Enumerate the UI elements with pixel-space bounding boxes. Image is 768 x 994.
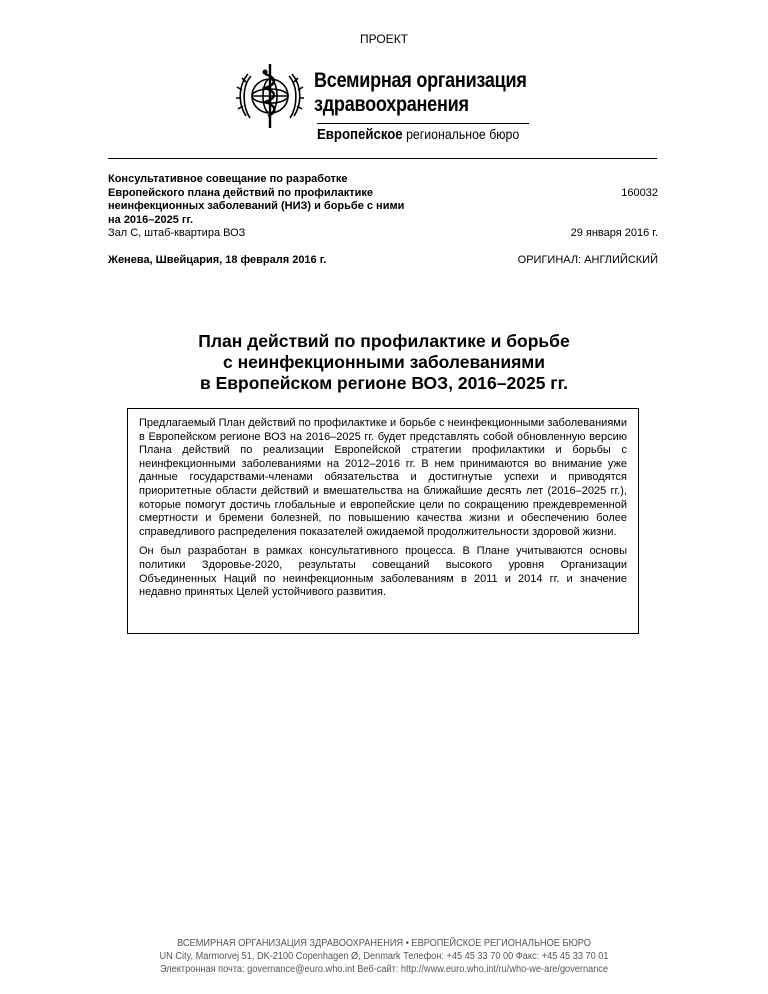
meeting-title-line4: на 2016–2025 гг. bbox=[108, 213, 194, 226]
header-divider bbox=[108, 158, 657, 159]
logo-divider bbox=[317, 123, 529, 124]
original-language: ОРИГИНАЛ: АНГЛИЙСКИЙ bbox=[517, 254, 658, 266]
who-logo bbox=[232, 60, 537, 146]
footer-line3: Электронная почта: governance@euro.who.int Веб-сайт: http://www.euro.who.int/ru/who-we-are/governance bbox=[159, 964, 609, 975]
organization-name-line2: здравоохранения bbox=[314, 93, 469, 116]
meeting-title-line3: неинфекционных заболеваний (НИЗ) и борьбе с ними bbox=[108, 200, 405, 213]
meeting-venue: Зал C, штаб-квартира ВОЗ bbox=[108, 227, 246, 240]
document-title-line1: План действий по профилактике и борьбе bbox=[198, 331, 570, 351]
document-date: 29 января 2016 г. bbox=[570, 227, 658, 239]
summary-paragraph-2: Он был разработан в рамках консультативного процесса. В Плане учитываются основы политики Здоровье-2020, результаты совещаний высокого уровня Организации Объединенных Наций по неинфекционным заболеваниям в 2011 и 2014 гг. и значение недавно принятых Целей устойчивого развития. bbox=[139, 545, 627, 599]
regional-office-label: Европейское региональное бюро bbox=[317, 126, 520, 143]
summary-box bbox=[127, 408, 639, 634]
meeting-info bbox=[108, 173, 404, 241]
document-title-line3: в Европейском регионе ВОЗ, 2016–2025 гг. bbox=[200, 373, 568, 393]
meeting-title-line2: Европейского плана действий по профилактике bbox=[108, 186, 374, 199]
draft-label: ПРОЕКТ bbox=[359, 32, 409, 46]
footer-line2: UN City, Marmorvej 51, DK-2100 Copenhagen Ø, Denmark Телефон: +45 45 33 70 00 Факс: +45 45 33 70 01 bbox=[159, 951, 609, 962]
who-emblem-icon bbox=[232, 60, 308, 132]
meeting-title-line1: Консультативное совещание по разработке bbox=[108, 173, 348, 185]
meeting-place-date: Женева, Швейцария, 18 февраля 2016 г. bbox=[108, 254, 327, 266]
summary-paragraph-1: Предлагаемый План действий по профилактике и борьбе с неинфекционными заболеваниями в Европейском регионе ВОЗ на 2016–2025 гг. будет представлять собой обновленную версию Плана действий по реализации Европейской стратегии профилактики и борьбы с неинфекционными заболеваниями на 2012–2016 гг. В нем принимаются во внимание уже данные государствами-членами обязательства и достигнутые успехи и приводятся приоритетные области действий и вмешательства на ближайшие десять лет (2016–2025 гг.), которые помогут достичь глобальные и европейские цели по сокращению преждевременной смертности и бремени болезней, по повышению качества жизни и обеспечению более справедливого распределения показателей ожидаемой продолжительности здоровой жизни. bbox=[139, 417, 627, 538]
organization-name-line1: Всемирная организация bbox=[314, 69, 527, 92]
footer-line1: ВСЕМИРНАЯ ОРГАНИЗАЦИЯ ЗДРАВООХРАНЕНИЯ • ЕВРОПЕЙСКОЕ РЕГИОНАЛЬНОЕ БЮРО bbox=[177, 938, 591, 949]
document-title bbox=[0, 331, 768, 394]
footer bbox=[31, 937, 738, 976]
document-title-line2: с неинфекционными заболеваниями bbox=[222, 352, 546, 372]
document-number: 160032 bbox=[621, 187, 658, 199]
